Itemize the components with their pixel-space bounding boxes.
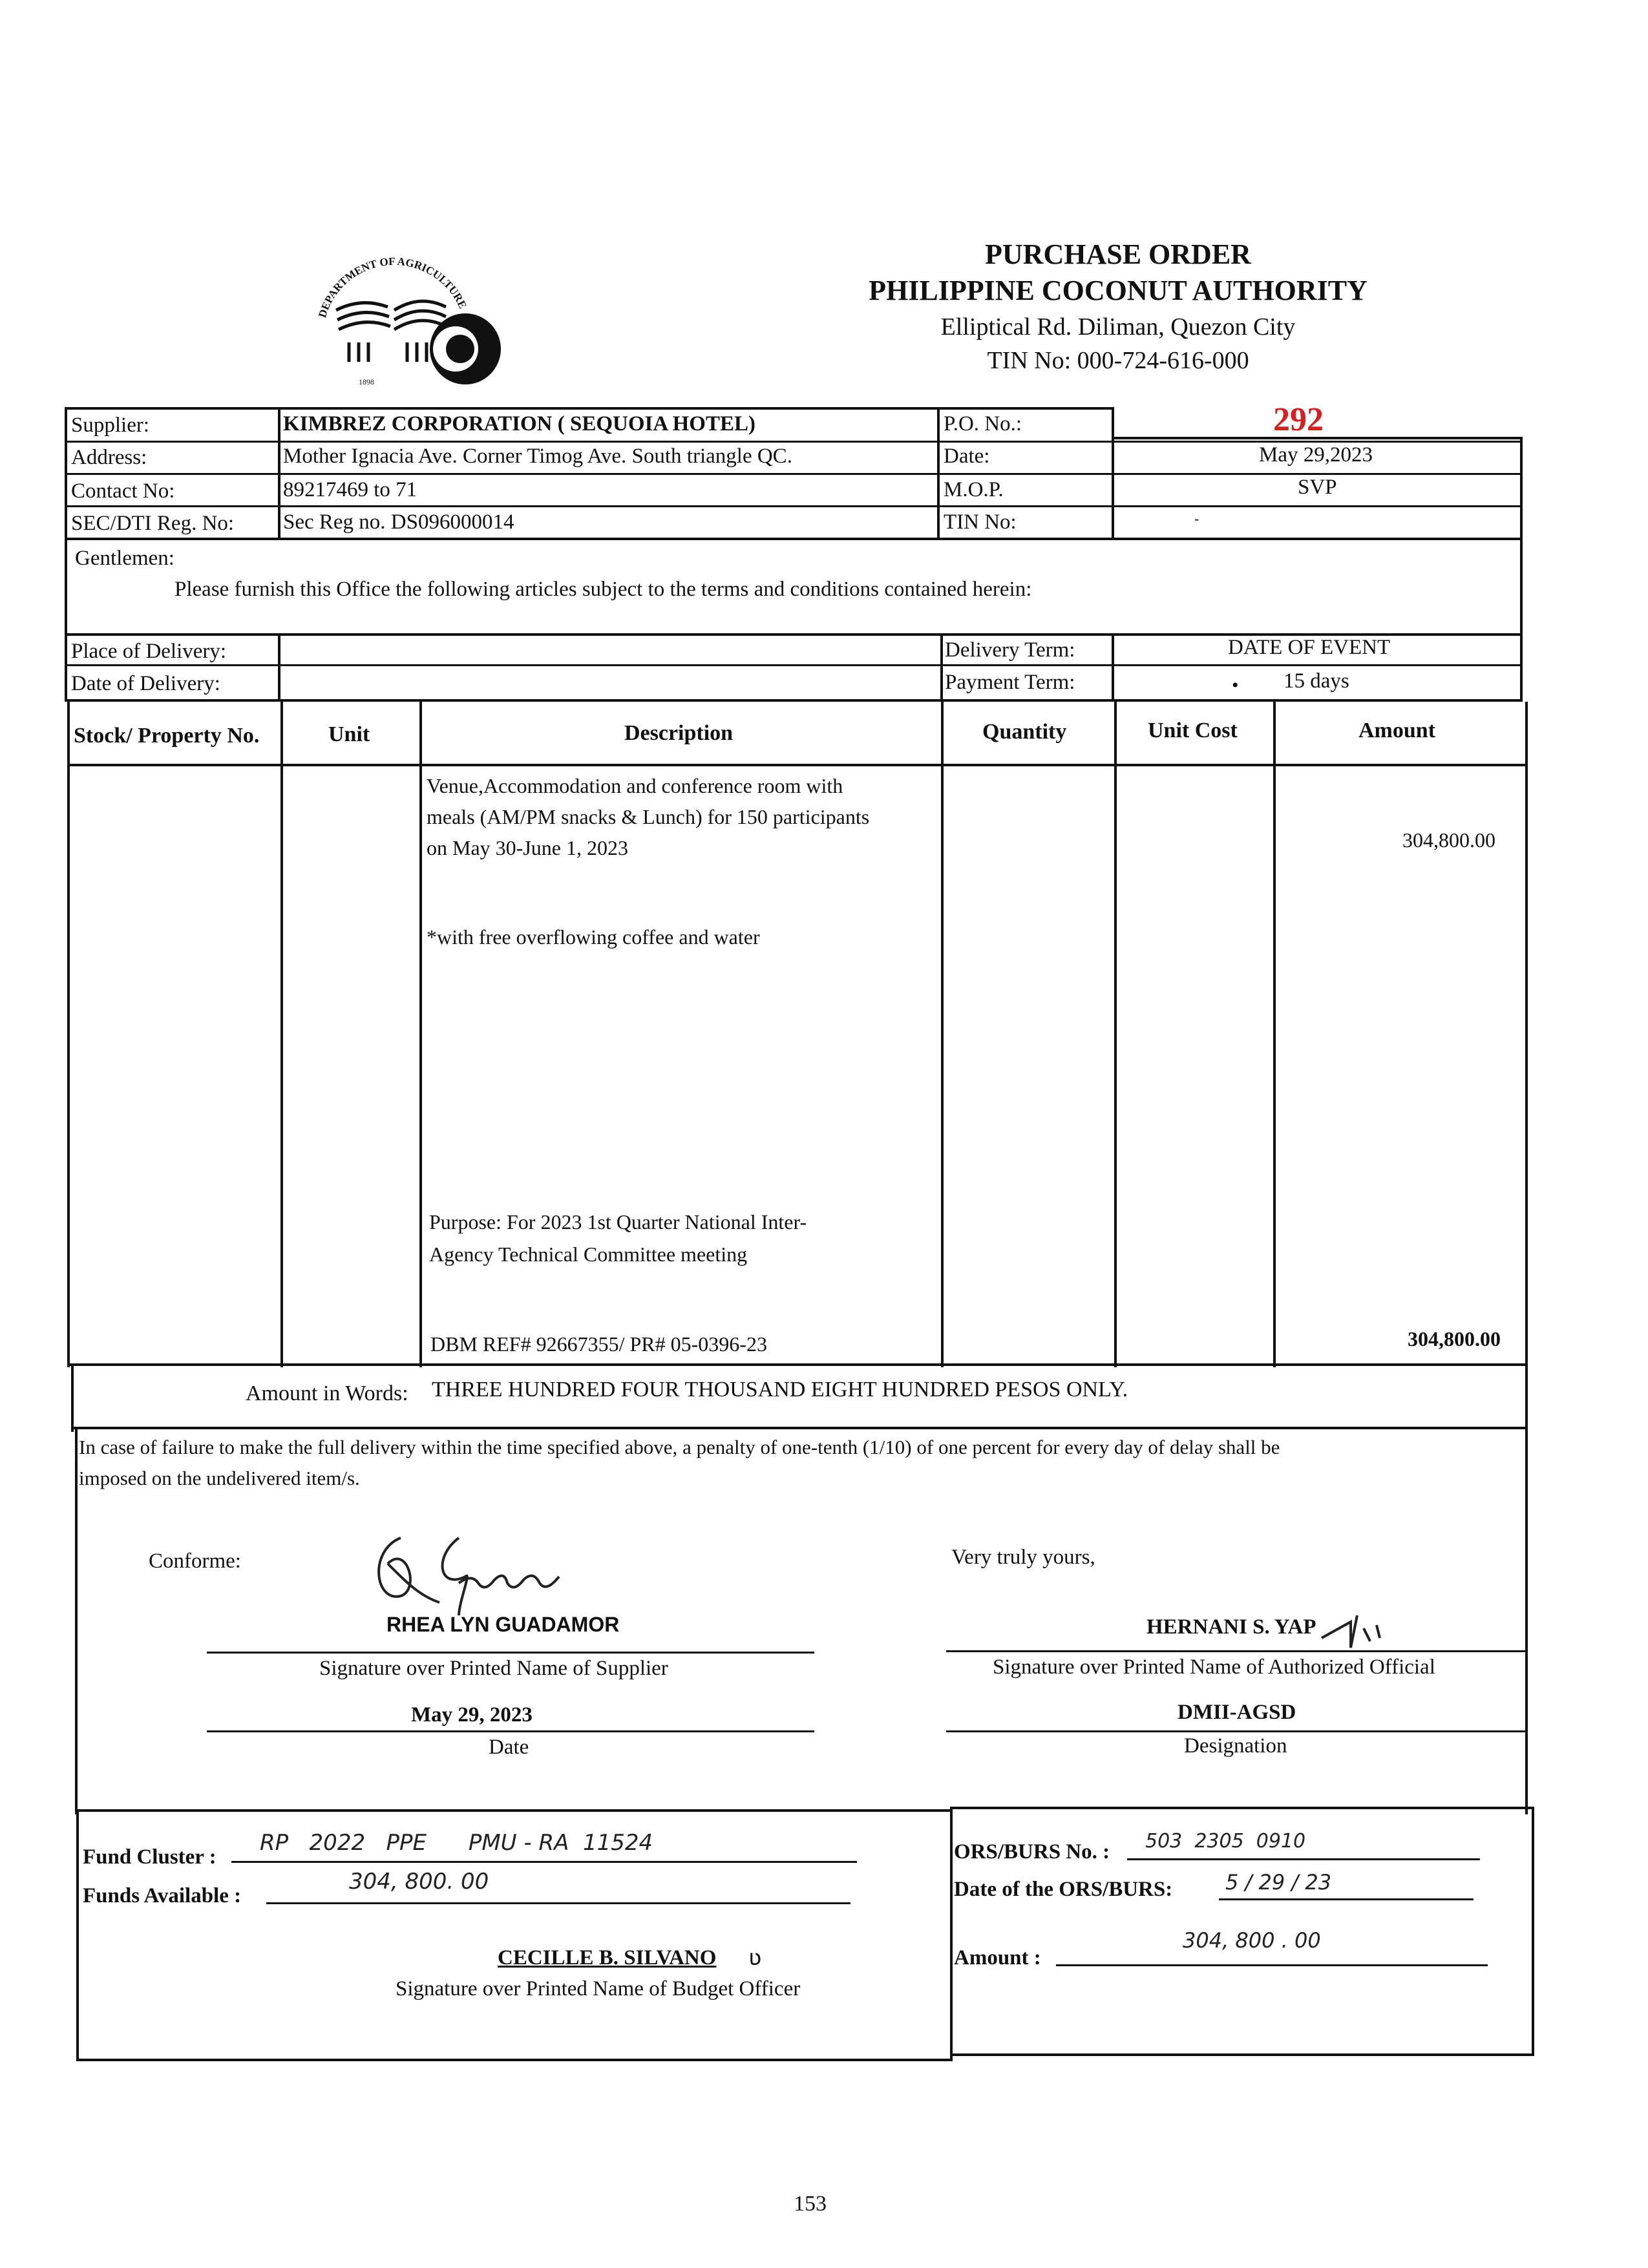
supplier-printed-name: RHEA LYN GUADAMOR [386, 1613, 620, 1636]
delivery-term-label: Delivery Term: [945, 638, 1075, 662]
date-of-delivery-label: Date of Delivery: [71, 672, 220, 695]
official-signature-caption: Signature over Printed Name of Authorized Official [993, 1655, 1435, 1679]
supplier-label: Supplier: [71, 414, 149, 437]
sec-value: Sec Reg no. DS096000014 [283, 510, 514, 534]
closing-text: Very truly yours, [951, 1546, 1095, 1569]
penalty-line: imposed on the undelivered item/s. [79, 1467, 360, 1489]
document-title: PURCHASE ORDER [985, 238, 1251, 270]
col-header-stock: Stock/ Property No. [74, 724, 260, 748]
ors-date-value: 5 / 29 / 23 [1225, 1870, 1332, 1895]
instruction-text: Please furnish this Office the following articles subject to the terms and conditions contained herein: [174, 578, 1032, 601]
ors-no-label: ORS/BURS No. : [954, 1840, 1110, 1864]
item-purpose [429, 1206, 807, 1270]
budget-officer-name: CECILLE B. SILVANO [498, 1946, 717, 1969]
budget-officer-caption: Signature over Printed Name of Budget Officer [396, 1977, 801, 2000]
po-label: P.O. No.: [944, 412, 1022, 436]
contact-label: Contact No: [71, 479, 175, 503]
mop-label: M.O.P. [944, 478, 1004, 501]
agency-name: PHILIPPINE COCONUT AUTHORITY [869, 275, 1368, 306]
tin-value: - [1194, 510, 1199, 527]
address-label: Address: [71, 446, 147, 469]
sec-label: SEC/DTI Reg. No: [71, 512, 235, 535]
tin-label: TIN No: [944, 510, 1017, 534]
payment-term-value: 15 days [1284, 669, 1349, 693]
agency-tin: TIN No: 000-724-616-000 [987, 347, 1249, 374]
conforme-date-caption: Date [489, 1736, 529, 1759]
amount-in-words-label: Amount in Words: [246, 1381, 408, 1405]
ors-amount-value: 304, 800 . 00 [1183, 1928, 1321, 1953]
payment-term-label: Payment Term: [945, 671, 1075, 694]
col-header-unit-cost: Unit Cost [1148, 719, 1238, 742]
official-name: HERNANI S. YAP [1146, 1615, 1316, 1639]
item-note: *with free overflowing coffee and water [427, 925, 760, 949]
official-signature [1318, 1609, 1396, 1654]
description-line: Venue,Accommodation and conference room with [427, 774, 843, 797]
address-value: Mother Ignacia Ave. Corner Timog Ave. South triangle QC. [283, 445, 792, 468]
col-header-amount: Amount [1358, 719, 1436, 742]
mop-value: SVP [1298, 476, 1337, 499]
page-number: 153 [794, 2192, 827, 2216]
col-header-quantity: Quantity [982, 720, 1067, 744]
po-number: 292 [1273, 401, 1324, 438]
agency-address: Elliptical Rd. Diliman, Quezon City [940, 313, 1296, 341]
fund-cluster-label: Fund Cluster : [83, 1845, 217, 1869]
ors-no-value: 503 2305 0910 [1145, 1830, 1306, 1853]
description-line: meals (AM/PM snacks & Lunch) for 150 participants [427, 805, 870, 828]
budget-officer-initial: ʋ [748, 1945, 762, 1971]
salutation: Gentlemen: [75, 547, 174, 570]
fund-cluster-value: RP 2022 PPE PMU - RA 11524 [260, 1830, 653, 1856]
conforme-label: Conforme: [149, 1549, 241, 1573]
total-amount: 304,800.00 [1408, 1327, 1501, 1350]
supplier-value: KIMBREZ CORPORATION ( SEQUOIA HOTEL) [283, 412, 755, 436]
bullet-icon: • [1232, 675, 1239, 696]
penalty-clause [79, 1432, 1280, 1494]
ors-date-label: Date of the ORS/BURS: [954, 1878, 1173, 1901]
funds-available-label: Funds Available : [83, 1884, 242, 1907]
funds-available-value: 304, 800. 00 [349, 1869, 489, 1895]
seal-year: 1898 [359, 377, 374, 386]
supplier-signature [362, 1525, 595, 1622]
conforme-date: May 29, 2023 [411, 1703, 533, 1727]
col-header-description: Description [624, 721, 734, 745]
date-label: Date: [944, 445, 990, 468]
ors-amount-label: Amount : [954, 1946, 1041, 1969]
description-line: on May 30-June 1, 2023 [427, 836, 628, 859]
delivery-term-value: DATE OF EVENT [1228, 636, 1391, 659]
item-line-amount: 304,800.00 [1402, 828, 1495, 852]
supplier-signature-caption: Signature over Printed Name of Supplier [319, 1657, 668, 1680]
dbm-reference: DBM REF# 92667355/ PR# 05-0396-23 [430, 1332, 767, 1356]
amount-in-words-value: THREE HUNDRED FOUR THOUSAND EIGHT HUNDRED PESOS ONLY. [432, 1378, 1128, 1402]
place-of-delivery-label: Place of Delivery: [71, 640, 227, 663]
contact-value: 89217469 to 71 [283, 478, 417, 501]
seal-text: DEPARTMENT OF AGRICULTURE [315, 255, 469, 319]
penalty-line: In case of failure to make the full delivery within the time specified above, a penalty of one-tenth (1/10) of one percent for every day of delay shall be [79, 1436, 1280, 1458]
designation-value: DMII-AGSD [1178, 1701, 1296, 1724]
purpose-line: Agency Technical Committee meeting [429, 1243, 748, 1266]
designation-caption: Designation [1184, 1734, 1287, 1758]
item-description [427, 770, 869, 863]
col-header-unit: Unit [328, 722, 370, 746]
purpose-line: Purpose: For 2023 1st Quarter National Inter- [429, 1210, 807, 1234]
date-value: May 29,2023 [1259, 443, 1373, 467]
